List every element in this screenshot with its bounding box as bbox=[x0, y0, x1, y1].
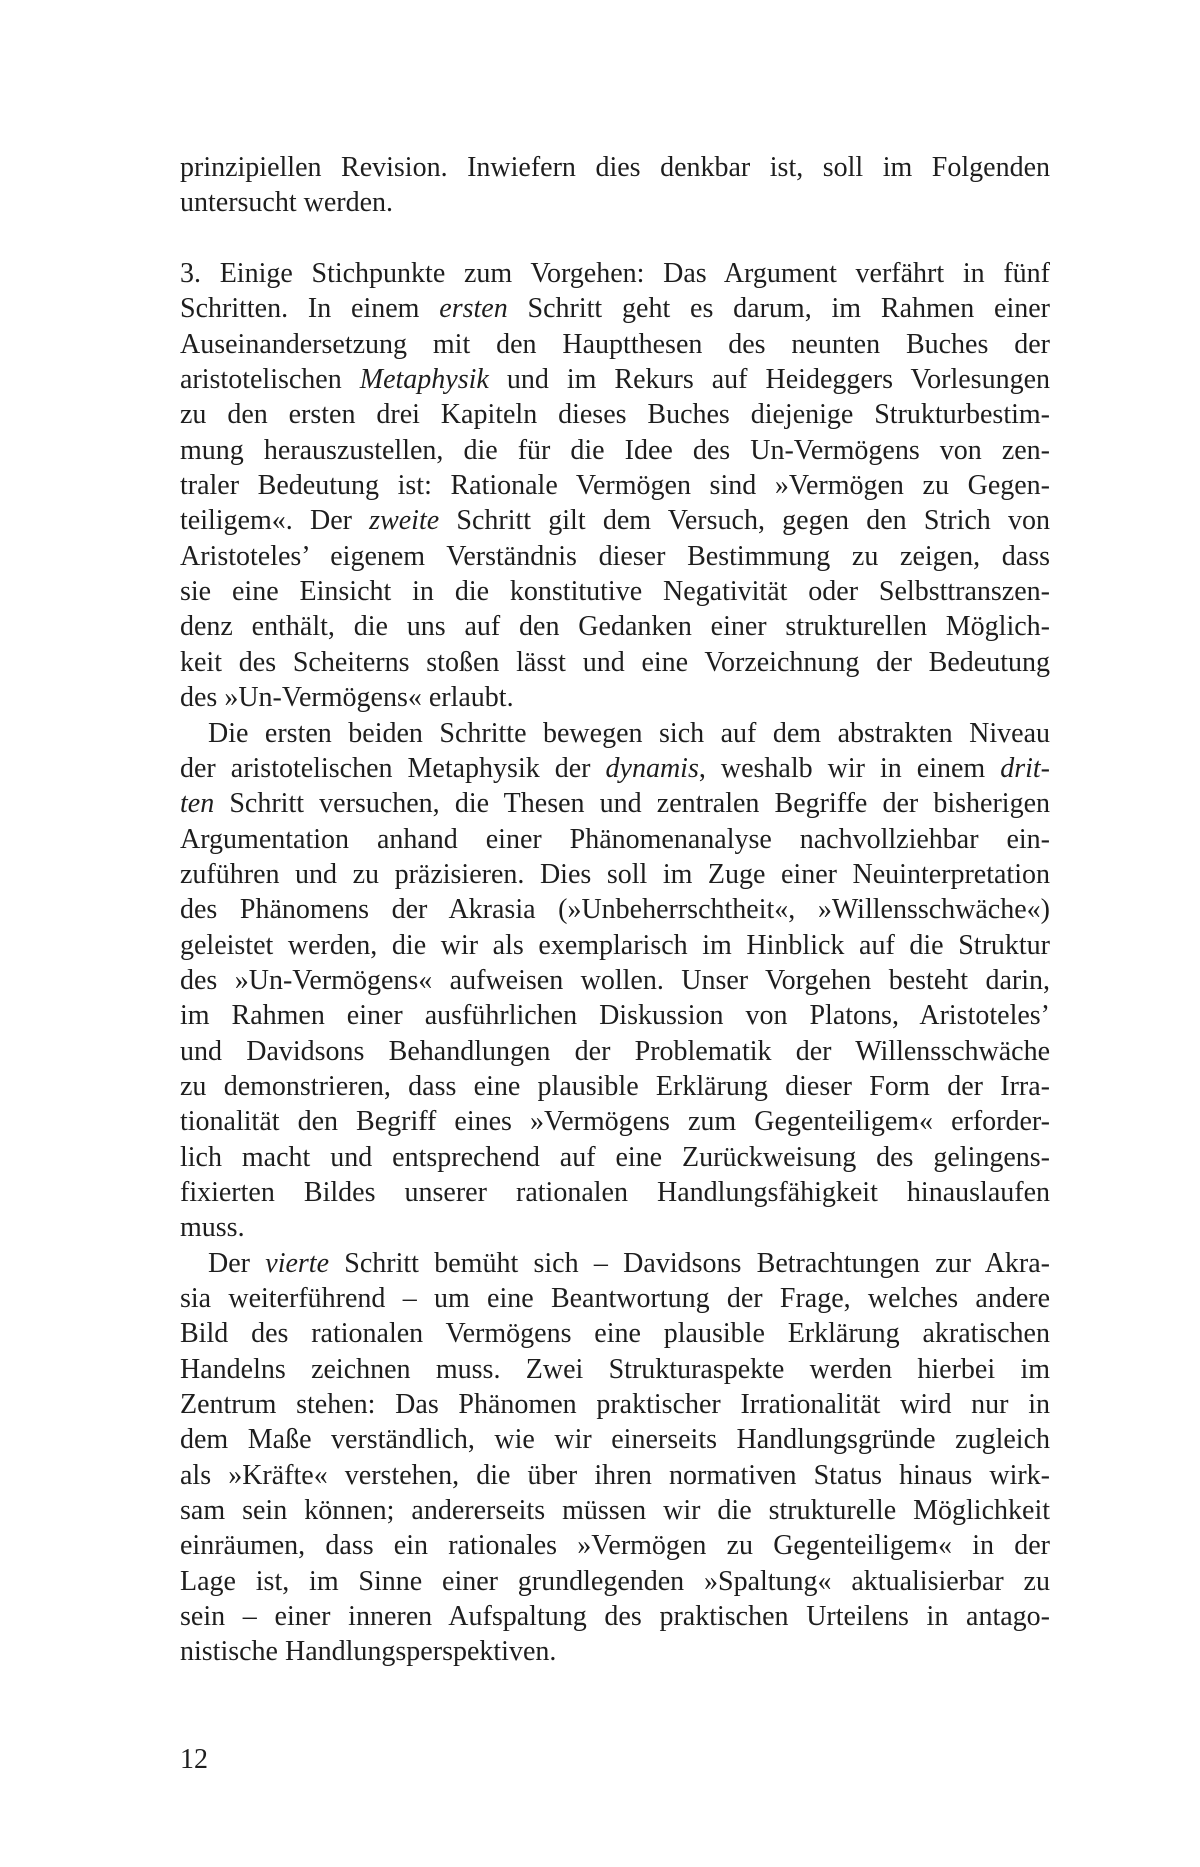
line-text: und im Rekurs auf Heideggers Vorlesungen bbox=[488, 364, 1050, 396]
line-text: zu den ersten drei Kapiteln dieses Buches diejenige Strukturbestim- bbox=[180, 399, 1050, 431]
line-text: Schritten. In einem bbox=[180, 293, 440, 325]
line-text: untersucht werden. bbox=[180, 187, 394, 219]
line-text: und Davidsons Behandlungen der Problematik der Willensschwäche bbox=[180, 1035, 1050, 1067]
text-line bbox=[180, 1210, 1050, 1245]
text-line bbox=[180, 1034, 1050, 1069]
line-text: mung herauszustellen, die für die Idee des Un-Vermögens von zen- bbox=[180, 434, 1050, 466]
line-text: prinzipiellen Revision. Inwiefern dies denkbar ist, soll im Folgenden bbox=[180, 152, 1050, 183]
text-line bbox=[180, 1634, 1050, 1669]
line-text: lich macht und entsprechend auf eine Zurückweisung des gelingens- bbox=[180, 1141, 1050, 1173]
text-line bbox=[180, 1281, 1050, 1316]
line-text: Argumentation anhand einer Phänomenanalyse nachvollziehbar ein- bbox=[180, 823, 1050, 855]
text-line bbox=[180, 1246, 1050, 1281]
line-text: Zentrum stehen: Das Phänomen praktischer Irrationalität wird nur in bbox=[180, 1389, 1050, 1421]
text-line bbox=[180, 1175, 1050, 1210]
line-text: einräumen, dass ein rationales »Vermögen zu Gegenteiligem« in der bbox=[180, 1530, 1050, 1562]
text-line bbox=[180, 397, 1050, 432]
emphasized-text: drit- bbox=[1000, 752, 1050, 784]
text-line bbox=[180, 1069, 1050, 1104]
line-text: zu demonstrieren, dass eine plausible Erklärung dieser Form der Irra- bbox=[180, 1070, 1050, 1102]
line-text: sie eine Einsicht in die konstitutive Negativität oder Selbsttranszen- bbox=[180, 576, 1050, 608]
line-text: 3. Einige Stichpunkte zum Vorgehen: Das Argument verfährt in fünf bbox=[180, 258, 1050, 290]
body-text bbox=[180, 150, 1050, 1670]
line-text: des »Un-Vermögens« erlaubt. bbox=[180, 682, 514, 714]
text-line bbox=[180, 1352, 1050, 1387]
text-line bbox=[180, 928, 1050, 963]
text-line bbox=[180, 716, 1050, 751]
line-text: Schritt geht es darum, im Rahmen einer bbox=[507, 293, 1050, 325]
text-line bbox=[180, 362, 1050, 397]
text-line bbox=[180, 150, 1050, 185]
paragraph bbox=[180, 1246, 1050, 1670]
text-line bbox=[180, 1316, 1050, 1351]
text-line bbox=[180, 822, 1050, 857]
line-text: fixierten Bildes unserer rationalen Handlungsfähigkeit hinauslaufen bbox=[180, 1176, 1050, 1208]
text-line bbox=[180, 892, 1050, 927]
text-line bbox=[180, 327, 1050, 362]
text-line bbox=[180, 645, 1050, 680]
line-text: Aristoteles’ eigenem Verständnis dieser Bestimmung zu zeigen, dass bbox=[180, 540, 1050, 572]
line-text: Lage ist, im Sinne einer grundlegenden »Spaltung« aktualisierbar zu bbox=[180, 1565, 1050, 1597]
line-text: Schritt bemüht sich – Davidsons Betrachtungen zur Akra- bbox=[329, 1247, 1050, 1279]
text-line bbox=[180, 503, 1050, 538]
text-line bbox=[180, 998, 1050, 1033]
text-line bbox=[180, 751, 1050, 786]
line-text: sein – einer inneren Aufspaltung des praktischen Urteilens in antago- bbox=[180, 1601, 1050, 1633]
line-text: des Phänomens der Akrasia (»Unbeherrschtheit«, »Willensschwäche«) bbox=[180, 894, 1050, 926]
text-line bbox=[180, 185, 1050, 220]
text-line bbox=[180, 857, 1050, 892]
emphasized-text: ersten bbox=[439, 293, 508, 325]
paragraph bbox=[180, 256, 1050, 715]
text-line bbox=[180, 1422, 1050, 1457]
line-text: Bild des rationalen Vermögens eine plausible Erklärung akratischen bbox=[180, 1318, 1050, 1350]
text-line bbox=[180, 1493, 1050, 1528]
emphasized-text: ten bbox=[180, 788, 215, 820]
line-text: zuführen und zu präzisieren. Dies soll im Zuge einer Neuinterpretation bbox=[180, 858, 1050, 890]
emphasized-text: dynamis bbox=[605, 752, 699, 784]
line-text: , weshalb wir in einem bbox=[698, 752, 1001, 784]
text-line bbox=[180, 539, 1050, 574]
line-text: teiligem«. Der bbox=[180, 505, 370, 537]
emphasized-text: Metaphysik bbox=[359, 364, 489, 396]
text-line bbox=[180, 963, 1050, 998]
line-text: muss. bbox=[180, 1212, 245, 1244]
text-line bbox=[180, 256, 1050, 291]
text-line bbox=[180, 786, 1050, 821]
emphasized-text: vierte bbox=[265, 1247, 330, 1279]
line-text: sia weiterführend – um eine Beantwortung der Frage, welches andere bbox=[180, 1283, 1050, 1314]
text-line bbox=[180, 433, 1050, 468]
line-text: denz enthält, die uns auf den Gedanken einer strukturellen Möglich- bbox=[180, 611, 1050, 643]
line-text: Der bbox=[208, 1247, 266, 1279]
text-line bbox=[180, 574, 1050, 609]
text-line bbox=[180, 1599, 1050, 1634]
text-line bbox=[180, 1104, 1050, 1139]
text-line bbox=[180, 609, 1050, 644]
text-line bbox=[180, 1140, 1050, 1175]
emphasized-text: zweite bbox=[369, 505, 440, 537]
text-line bbox=[180, 1528, 1050, 1563]
line-text: als »Kräfte« verstehen, die über ihren normativen Status hinaus wirk- bbox=[180, 1459, 1050, 1491]
text-line bbox=[180, 680, 1050, 715]
line-text: Auseinandersetzung mit den Hauptthesen des neunten Buches der bbox=[180, 328, 1050, 360]
line-text: Schritt versuchen, die Thesen und zentralen Begriffe der bisherigen bbox=[214, 788, 1050, 820]
text-line bbox=[180, 291, 1050, 326]
page-number: 12 bbox=[180, 1744, 208, 1775]
line-text: des »Un-Vermögens« aufweisen wollen. Unser Vorgehen besteht darin, bbox=[180, 964, 1050, 996]
line-text: geleistet werden, die wir als exemplarisch im Hinblick auf die Struktur bbox=[180, 929, 1050, 961]
line-text: traler Bedeutung ist: Rationale Vermögen sind »Vermögen zu Gegen- bbox=[180, 470, 1050, 502]
text-line bbox=[180, 1564, 1050, 1599]
text-line bbox=[180, 1387, 1050, 1422]
line-text: Handelns zeichnen muss. Zwei Strukturaspekte werden hierbei im bbox=[180, 1353, 1050, 1385]
line-text: nistische Handlungsperspektiven. bbox=[180, 1636, 557, 1668]
paragraph-gap bbox=[180, 221, 1050, 256]
line-text: Die ersten beiden Schritte bewegen sich auf dem abstrakten Niveau bbox=[208, 717, 1050, 749]
line-text: Schritt gilt dem Versuch, gegen den Strich von bbox=[439, 505, 1050, 537]
text-line bbox=[180, 1458, 1050, 1493]
line-text: im Rahmen einer ausführlichen Diskussion von Platons, Aristoteles’ bbox=[180, 1000, 1050, 1032]
paragraph bbox=[180, 150, 1050, 221]
text-line bbox=[180, 468, 1050, 503]
line-text: aristotelischen bbox=[180, 364, 360, 396]
line-text: der aristotelischen Metaphysik der bbox=[180, 752, 606, 784]
line-text: sam sein können; andererseits müssen wir die strukturelle Möglichkeit bbox=[180, 1495, 1050, 1527]
line-text: tionalität den Begriff eines »Vermögens zum Gegenteiligem« erforder- bbox=[180, 1106, 1050, 1138]
line-text: keit des Scheiterns stoßen lässt und eine Vorzeichnung der Bedeutung bbox=[180, 646, 1050, 678]
line-text: dem Maße verständlich, wie wir einerseits Handlungsgründe zugleich bbox=[180, 1424, 1050, 1456]
paragraph bbox=[180, 716, 1050, 1246]
